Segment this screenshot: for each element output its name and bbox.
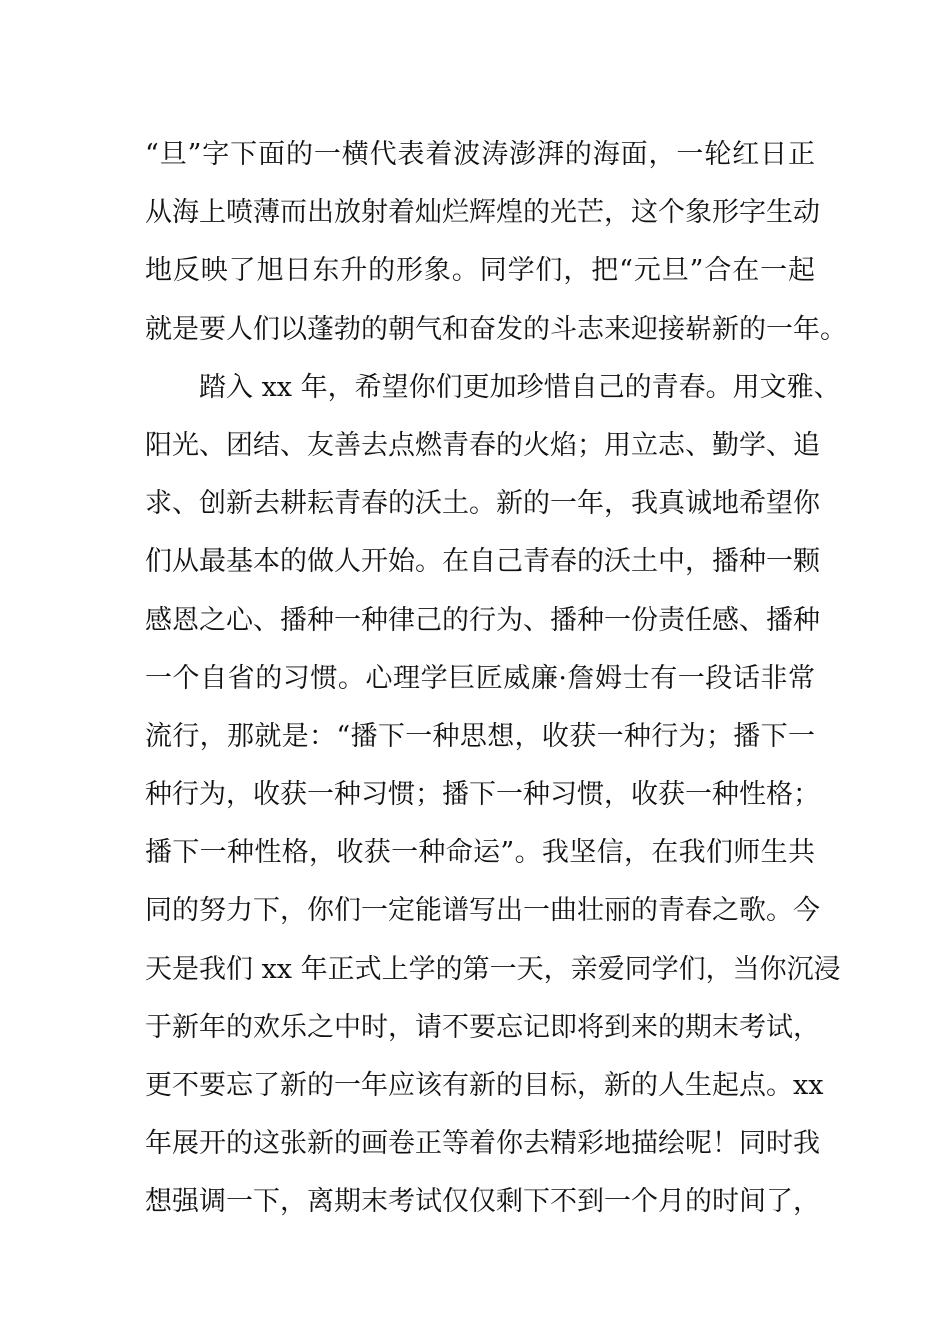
text-line: 更不要忘了新的一年应该有新的目标，新的人生起点。xx bbox=[145, 1070, 824, 1101]
body-text bbox=[145, 126, 847, 1232]
text-line: 阳光、团结、友善去点燃青春的火焰；用立志、勤学、追 bbox=[145, 429, 820, 461]
text-line: 播下一种性格，收获一种命运”。我坚信，在我们师生共 bbox=[145, 837, 815, 869]
text-line: 于新年的欢乐之中时，请不要忘记即将到来的期末考试， bbox=[145, 1011, 820, 1043]
text-line: 流行，那就是：“播下一种思想，收获一种行为；播下一 bbox=[145, 720, 815, 752]
text-line: 从海上喷薄而出放射着灿烂辉煌的光芒，这个象形字生动 bbox=[145, 197, 820, 229]
text-line: 种行为，收获一种习惯；播下一种习惯，收获一种性格； bbox=[145, 779, 820, 811]
text-line: 踏入 xx 年，希望你们更加珍惜自己的青春。用文雅、 bbox=[145, 371, 841, 403]
text-line: 感恩之心、播种一种律己的行为、播种一份责任感、播种 bbox=[145, 604, 820, 636]
text-line: 一个自省的习惯。心理学巨匠威廉·詹姆士有一段话非常 bbox=[145, 662, 815, 694]
text-line: 同的努力下，你们一定能谱写出一曲壮丽的青春之歌。今 bbox=[145, 895, 820, 927]
text-line: 们从最基本的做人开始。在自己青春的沃土中，播种一颗 bbox=[145, 546, 820, 578]
text-line: 求、创新去耕耘青春的沃土。新的一年，我真诚地希望你 bbox=[145, 488, 820, 520]
text-line: 地反映了旭日东升的形象。同学们，把“元旦”合在一起 bbox=[145, 255, 815, 287]
text-line: 想强调一下，离期末考试仅仅剩下不到一个月的时间了， bbox=[145, 1186, 820, 1218]
text-line: 年展开的这张新的画卷正等着你去精彩地描绘呢！同时我 bbox=[145, 1128, 820, 1160]
text-line: 天是我们 xx 年正式上学的第一天，亲爱同学们，当你沉浸 bbox=[145, 953, 841, 985]
text-line: 就是要人们以蓬勃的朝气和奋发的斗志来迎接崭新的一年。 bbox=[145, 313, 847, 345]
text-line: “旦”字下面的一横代表着波涛澎湃的海面，一轮红日正 bbox=[145, 139, 815, 170]
